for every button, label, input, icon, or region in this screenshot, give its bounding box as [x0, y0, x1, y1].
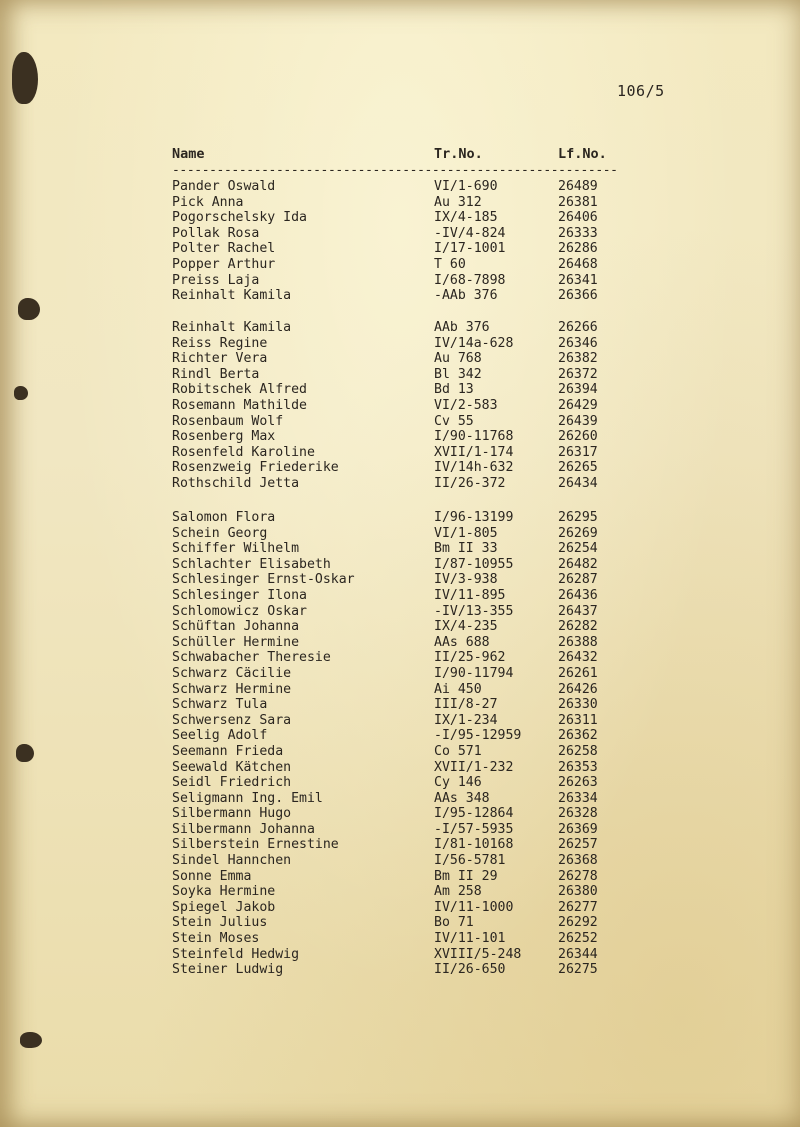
- entry-name: Seelig Adolf: [172, 728, 268, 744]
- table-row: [172, 257, 642, 273]
- table-row: [172, 822, 642, 838]
- entry-name: Schwersenz Sara: [172, 712, 292, 728]
- entry-lf-no: 26257: [558, 837, 598, 853]
- entry-lf-no: 26333: [558, 225, 598, 241]
- entry-tr-no: XVII/1-232: [434, 759, 514, 775]
- entry-tr-no: Am 258: [434, 884, 482, 900]
- entry-name: Reiss Regine: [172, 335, 268, 351]
- entry-tr-no: I/87-10955: [434, 556, 514, 572]
- table-row: [172, 210, 642, 226]
- table-row: [172, 619, 642, 635]
- entry-tr-no: Bo 71: [434, 915, 474, 931]
- entry-lf-no: 26334: [558, 790, 598, 806]
- entry-group: [172, 179, 642, 304]
- entry-name: Polter Rachel: [172, 241, 276, 257]
- entry-tr-no: IV/11-101: [434, 931, 506, 947]
- entry-name: Rosenzweig Friederike: [172, 460, 339, 476]
- entry-lf-no: 26439: [558, 413, 598, 429]
- entry-lf-no: 26429: [558, 397, 598, 413]
- punch-hole: [20, 1032, 42, 1048]
- entry-tr-no: I/90-11794: [434, 665, 514, 681]
- table-row: [172, 476, 642, 492]
- entry-name: Pander Oswald: [172, 179, 276, 194]
- table-row: [172, 962, 642, 978]
- table-row: [172, 320, 642, 336]
- entry-name: Rosemann Mathilde: [172, 397, 307, 413]
- table-row: [172, 869, 642, 885]
- entry-tr-no: I/96-13199: [434, 510, 514, 525]
- entry-name: Richter Vera: [172, 351, 268, 367]
- table-row: [172, 806, 642, 822]
- entry-name: Robitschek Alfred: [172, 382, 307, 398]
- entry-tr-no: VI/1-690: [434, 179, 498, 194]
- entry-lf-no: 26252: [558, 931, 598, 947]
- entry-tr-no: II/26-372: [434, 475, 506, 491]
- entry-tr-no: -I/57-5935: [434, 821, 514, 837]
- entry-name: Rindl Berta: [172, 366, 260, 382]
- entry-lf-no: 26277: [558, 899, 598, 915]
- entry-tr-no: I/81-10168: [434, 837, 514, 853]
- entry-lf-no: 26380: [558, 884, 598, 900]
- entry-lf-no: 26286: [558, 241, 598, 257]
- entry-lf-no: 26261: [558, 665, 598, 681]
- punch-hole: [14, 386, 28, 400]
- entry-tr-no: I/17-1001: [434, 241, 506, 257]
- entry-name: Rosenfeld Karoline: [172, 444, 315, 460]
- entry-name: Schlesinger Ilona: [172, 587, 307, 603]
- entry-tr-no: IV/11-1000: [434, 899, 514, 915]
- entry-name: Reinhalt Kamila: [172, 320, 292, 335]
- entry-name: Spiegel Jakob: [172, 899, 276, 915]
- entry-tr-no: I/90-11768: [434, 429, 514, 445]
- entry-lf-no: 26266: [558, 320, 598, 335]
- entry-name: Salomon Flora: [172, 510, 276, 525]
- table-row: [172, 572, 642, 588]
- entry-tr-no: -IV/13-355: [434, 603, 514, 619]
- entry-name: Seemann Frieda: [172, 743, 284, 759]
- table-row: [172, 604, 642, 620]
- page-number: 106/5: [617, 82, 665, 100]
- entry-tr-no: -AAb 376: [434, 288, 498, 304]
- table-row: [172, 510, 642, 526]
- table-row: [172, 915, 642, 931]
- table-row: [172, 382, 642, 398]
- entry-group: [172, 510, 642, 978]
- entry-lf-no: 26489: [558, 179, 598, 194]
- entry-name: Popper Arthur: [172, 256, 276, 272]
- entry-tr-no: Bm II 33: [434, 541, 498, 557]
- entry-tr-no: II/26-650: [434, 962, 506, 978]
- table-row: [172, 541, 642, 557]
- entry-tr-no: VI/2-583: [434, 397, 498, 413]
- entry-tr-no: XVIII/5-248: [434, 946, 522, 962]
- table-row: [172, 336, 642, 352]
- entry-name: Stein Moses: [172, 931, 260, 947]
- entry-lf-no: 26269: [558, 525, 598, 541]
- entry-tr-no: IV/14a-628: [434, 335, 514, 351]
- entry-lf-no: 26282: [558, 619, 598, 635]
- table-row: [172, 414, 642, 430]
- entry-tr-no: I/56-5781: [434, 853, 506, 869]
- table-row: [172, 273, 642, 289]
- entry-tr-no: IV/14h-632: [434, 460, 514, 476]
- entry-name: Reinhalt Kamila: [172, 288, 292, 304]
- table-row: [172, 429, 642, 445]
- table-row: [172, 226, 642, 242]
- entry-lf-no: 26406: [558, 210, 598, 226]
- entry-lf-no: 26317: [558, 444, 598, 460]
- table-row: [172, 947, 642, 963]
- entry-tr-no: Co 571: [434, 743, 482, 759]
- entry-name: Schwarz Cäcilie: [172, 665, 292, 681]
- entry-lf-no: 26368: [558, 853, 598, 869]
- entry-tr-no: AAs 688: [434, 634, 490, 650]
- entry-lf-no: 26344: [558, 946, 598, 962]
- entry-name: Sindel Hannchen: [172, 853, 292, 869]
- punch-hole: [18, 298, 40, 320]
- table-row: [172, 853, 642, 869]
- table-row: [172, 728, 642, 744]
- table-row: [172, 837, 642, 853]
- table-row: [172, 744, 642, 760]
- table-row: [172, 884, 642, 900]
- entry-name: Seewald Kätchen: [172, 759, 292, 775]
- entry-tr-no: I/68-7898: [434, 272, 506, 288]
- table-row: [172, 445, 642, 461]
- entry-name: Steiner Ludwig: [172, 962, 284, 978]
- entry-lf-no: 26254: [558, 541, 598, 557]
- entry-lf-no: 26263: [558, 775, 598, 791]
- table-row: [172, 791, 642, 807]
- entry-name: Silbermann Hugo: [172, 806, 292, 822]
- entry-tr-no: IV/11-895: [434, 587, 506, 603]
- table-header: [172, 146, 642, 164]
- table-row: [172, 351, 642, 367]
- entry-tr-no: Bl 342: [434, 366, 482, 382]
- table-row: [172, 195, 642, 211]
- entry-tr-no: Au 312: [434, 194, 482, 210]
- table-row: [172, 666, 642, 682]
- table-row: [172, 682, 642, 698]
- entry-name: Seligmann Ing. Emil: [172, 790, 323, 806]
- entry-tr-no: IX/4-185: [434, 210, 498, 226]
- entry-tr-no: AAb 376: [434, 320, 490, 335]
- entry-lf-no: 26468: [558, 256, 598, 272]
- entry-name: Preiss Laja: [172, 272, 260, 288]
- entry-lf-no: 26311: [558, 712, 598, 728]
- table-row: [172, 526, 642, 542]
- entry-lf-no: 26275: [558, 962, 598, 978]
- punch-hole: [16, 744, 34, 762]
- table-row: [172, 367, 642, 383]
- entry-lf-no: 26265: [558, 460, 598, 476]
- header-lf-no: Lf.No.: [558, 146, 607, 162]
- entry-lf-no: 26328: [558, 806, 598, 822]
- table-row: [172, 900, 642, 916]
- entry-tr-no: T 60: [434, 256, 466, 272]
- entry-lf-no: 26394: [558, 382, 598, 398]
- entry-tr-no: I/95-12864: [434, 806, 514, 822]
- entry-lf-no: 26330: [558, 697, 598, 713]
- entry-lf-no: 26258: [558, 743, 598, 759]
- entry-lf-no: 26260: [558, 429, 598, 445]
- entry-name: Schwabacher Theresie: [172, 650, 331, 666]
- entry-lf-no: 26362: [558, 728, 598, 744]
- entry-name: Pollak Rosa: [172, 225, 260, 241]
- table-row: [172, 241, 642, 257]
- entry-name: Stein Julius: [172, 915, 268, 931]
- entry-tr-no: Bd 13: [434, 382, 474, 398]
- entry-name: Seidl Friedrich: [172, 775, 292, 791]
- entry-tr-no: Cy 146: [434, 775, 482, 791]
- entry-tr-no: II/25-962: [434, 650, 506, 666]
- entry-lf-no: 26381: [558, 194, 598, 210]
- entry-tr-no: Ai 450: [434, 681, 482, 697]
- entry-tr-no: III/8-27: [434, 697, 498, 713]
- entry-lf-no: 26278: [558, 868, 598, 884]
- entry-tr-no: IX/4-235: [434, 619, 498, 635]
- entry-lf-no: 26437: [558, 603, 598, 619]
- entry-name: Schüftan Johanna: [172, 619, 300, 635]
- entry-name: Pick Anna: [172, 194, 244, 210]
- entry-name: Silbermann Johanna: [172, 821, 315, 837]
- entry-name: Rosenbaum Wolf: [172, 413, 284, 429]
- entry-name: Schiffer Wilhelm: [172, 541, 300, 557]
- entry-tr-no: -IV/4-824: [434, 225, 506, 241]
- table-row: [172, 713, 642, 729]
- entry-name: Sonne Emma: [172, 868, 252, 884]
- entry-name: Schwarz Hermine: [172, 681, 292, 697]
- entry-lf-no: 26426: [558, 681, 598, 697]
- entry-tr-no: AAs 348: [434, 790, 490, 806]
- table-row: [172, 460, 642, 476]
- entry-name: Schein Georg: [172, 525, 268, 541]
- header-name: Name: [172, 146, 205, 162]
- table-row: [172, 557, 642, 573]
- entry-name: Schlachter Elisabeth: [172, 556, 331, 572]
- entry-lf-no: 26482: [558, 556, 598, 572]
- entry-tr-no: -I/95-12959: [434, 728, 522, 744]
- entry-lf-no: 26292: [558, 915, 598, 931]
- table-row: [172, 760, 642, 776]
- table-row: [172, 931, 642, 947]
- entry-lf-no: 26434: [558, 475, 598, 491]
- punch-hole: [12, 52, 38, 104]
- entry-name: Schwarz Tula: [172, 697, 268, 713]
- entry-lf-no: 26432: [558, 650, 598, 666]
- entry-name: Soyka Hermine: [172, 884, 276, 900]
- header-rule: ------------------------------------------------------------: [172, 163, 618, 178]
- entry-name: Steinfeld Hedwig: [172, 946, 300, 962]
- entry-lf-no: 26287: [558, 572, 598, 588]
- entry-lf-no: 26341: [558, 272, 598, 288]
- entry-lf-no: 26372: [558, 366, 598, 382]
- entry-name: Rosenberg Max: [172, 429, 276, 445]
- table-row: [172, 588, 642, 604]
- entry-lf-no: 26353: [558, 759, 598, 775]
- entry-name: Schlesinger Ernst-Oskar: [172, 572, 355, 588]
- entry-name: Pogorschelsky Ida: [172, 210, 307, 226]
- entry-tr-no: Bm II 29: [434, 868, 498, 884]
- table-row: [172, 635, 642, 651]
- table-row: [172, 288, 642, 304]
- entry-tr-no: IX/1-234: [434, 712, 498, 728]
- entry-name: Schlomowicz Oskar: [172, 603, 307, 619]
- entry-name: Schüller Hermine: [172, 634, 300, 650]
- header-tr-no: Tr.No.: [434, 146, 483, 162]
- entry-lf-no: 26366: [558, 288, 598, 304]
- entry-tr-no: IV/3-938: [434, 572, 498, 588]
- table-row: [172, 697, 642, 713]
- entry-lf-no: 26436: [558, 587, 598, 603]
- entry-name: Rothschild Jetta: [172, 475, 300, 491]
- table-row: [172, 775, 642, 791]
- entry-group: [172, 320, 642, 492]
- entry-tr-no: XVII/1-174: [434, 444, 514, 460]
- table-row: [172, 650, 642, 666]
- entry-name: Silberstein Ernestine: [172, 837, 339, 853]
- entry-lf-no: 26295: [558, 510, 598, 525]
- table-row: [172, 398, 642, 414]
- entry-tr-no: Au 768: [434, 351, 482, 367]
- entry-lf-no: 26369: [558, 821, 598, 837]
- entry-tr-no: VI/1-805: [434, 525, 498, 541]
- entry-lf-no: 26388: [558, 634, 598, 650]
- entry-tr-no: Cv 55: [434, 413, 474, 429]
- entry-lf-no: 26346: [558, 335, 598, 351]
- entry-lf-no: 26382: [558, 351, 598, 367]
- table-row: [172, 179, 642, 195]
